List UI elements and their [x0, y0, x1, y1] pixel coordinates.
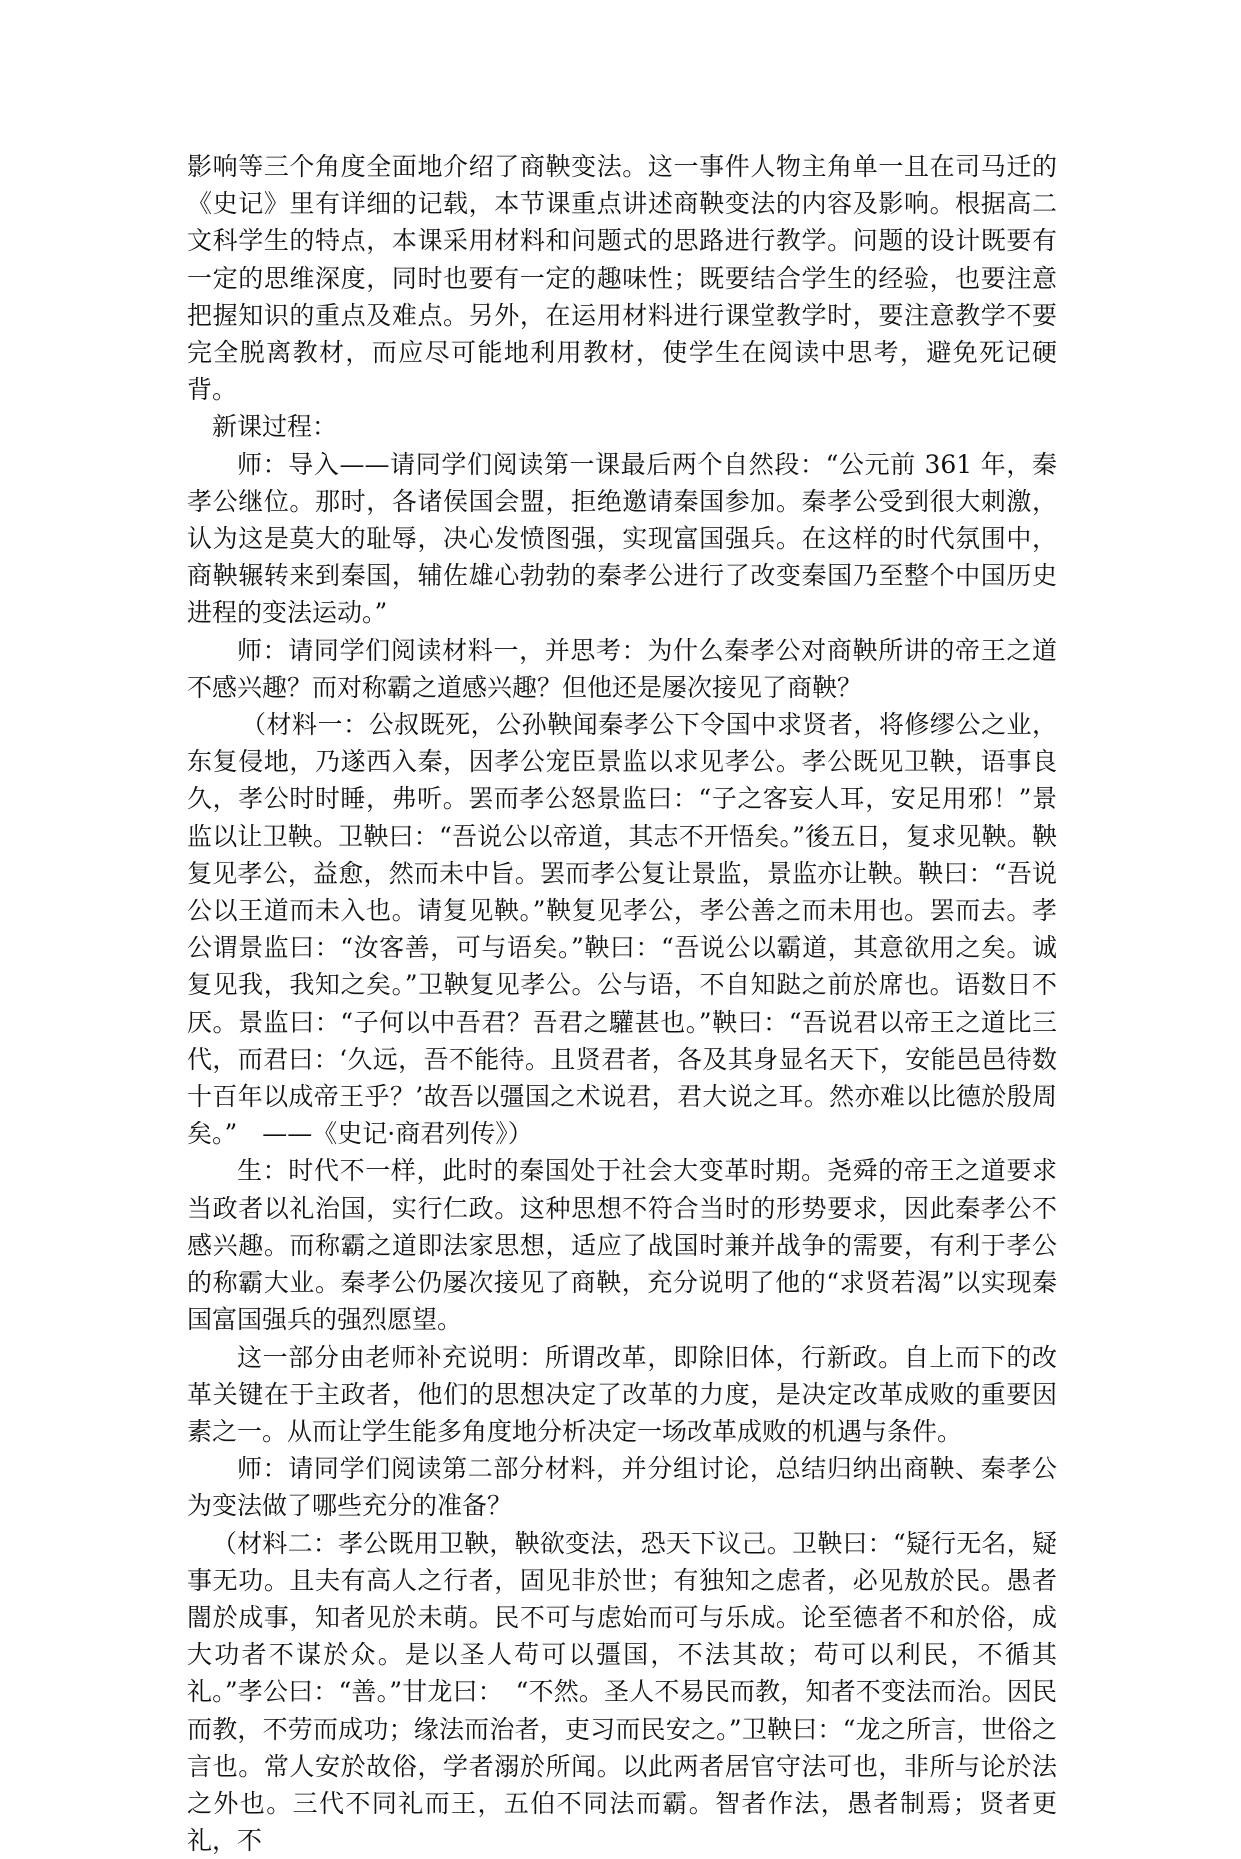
- teacher-supplement-paragraph: 这一部分由老师补充说明：所谓改革，即除旧体，行新政。自上而下的改革关键在于主政者，他们的思想决定了改革的力度，是决定改革成败的重要因素之一。从而让学生能多角度地分析决定一场改革成败的机遇与条件。: [187, 1342, 1057, 1446]
- teacher-question-2: 师：请同学们阅读第二部分材料，并分组讨论，总结归纳出商鞅、秦孝公为变法做了哪些充分的准备？: [187, 1454, 1057, 1521]
- material-1-quote: （材料一：公叔既死，公孙鞅闻秦孝公下令国中求贤者，将修缪公之业，东复侵地，乃遂西入秦，因孝公宠臣景监以求见孝公。孝公既见卫鞅，语事良久，孝公时时睡，弗听。罢而孝公怒景监曰：“子之客妄人耳，安足用邪！”景监以让卫鞅。卫鞅曰：“吾说公以帝道，其志不开悟矣。”後五日，复求见鞅。鞅复见孝公，益愈，然而未中旨。罢而孝公复让景监，景监亦让鞅。鞅曰：“吾说公以王道而未入也。请复见鞅。”鞅复见孝公，孝公善之而未用也。罢而去。孝公谓景监曰：“汝客善，可与语矣。”鞅曰：“吾说公以霸道，其意欲用之矣。诚复见我，我知之矣。”卫鞅复见孝公。公与语，不自知跶之前於席也。语数日不厌。景监曰：“子何以中吾君？吾君之驩甚也。”鞅曰：“吾说君以帝王之道比三代，而君曰：‘久远，吾不能待。且贤君者，各及其身显名天下，安能邑邑待数十百年以成帝王乎？’故吾以彊国之术说君，君大说之耳。然亦难以比德於殷周矣。” ——《史记·商君列传》）: [187, 710, 1057, 1149]
- intro-paragraph: 影响等三个角度全面地介绍了商鞅变法。这一事件人物主角单一且在司马迁的《史记》里有详细的记载，本节课重点讲述商鞅变法的内容及影响。根据高二文科学生的特点，本课采用材料和问题式的思路进行教学。问题的设计既要有一定的思维深度，同时也要有一定的趣味性；既要结合学生的经验，也要注意把握知识的重点及难点。另外，在运用材料进行课堂教学时，要注意教学不要完全脱离教材，而应尽可能地利用教材，使学生在阅读中思考，避免死记硬背。: [187, 152, 1057, 405]
- new-lesson-heading: 新课过程：: [212, 412, 338, 442]
- student-answer-paragraph: 生：时代不一样，此时的秦国处于社会大变革时期。尧舜的帝王之道要求当政者以礼治国，实行仁政。这种思想不符合当时的形势要求，因此秦孝公不感兴趣。而称霸之道即法家思想，适应了战国时兼并战争的需要，有利于孝公的称霸大业。秦孝公仍屡次接见了商鞅，充分说明了他的“求贤若渴”以实现秦国富国强兵的强烈愿望。: [187, 1156, 1057, 1335]
- document-body: [187, 148, 1057, 1859]
- teacher-question-1: 师：请同学们阅读材料一，并思考：为什么秦孝公对商鞅所讲的帝王之道不感兴趣？而对称霸之道感兴趣？但他还是屡次接见了商鞅？: [187, 635, 1057, 702]
- teacher-intro-paragraph: 师：导入——请同学们阅读第一课最后两个自然段：“公元前 361 年，秦孝公继位。那时，各诸侯国会盟，拒绝邀请秦国参加。秦孝公受到很大刺激，认为这是莫大的耻辱，决心发愤图强，实现富国强兵。在这样的时代氛围中，商鞅辗转来到秦国，辅佐雄心勃勃的秦孝公进行了改变秦国乃至整个中国历史进程的变法运动。”: [187, 449, 1057, 628]
- material-2-quote: （材料二：孝公既用卫鞅，鞅欲变法，恐天下议己。卫鞅曰：“疑行无名，疑事无功。且夫有高人之行者，固见非於世；有独知之虑者，必见敖於民。愚者闇於成事，知者见於未萌。民不可与虑始而可与乐成。论至德者不和於俗，成大功者不谋於众。是以圣人苟可以彊国，不法其故；苟可以利民，不循其礼。”孝公曰：“善。”甘龙曰： “不然。圣人不易民而教，知者不变法而治。因民而教，不劳而成功；缘法而治者，吏习而民安之。”卫鞅曰：“龙之所言，世俗之言也。常人安於故俗，学者溺於所闻。以此两者居官守法可也，非所与论於法之外也。三代不同礼而王，五伯不同法而霸。智者作法，愚者制焉；贤者更礼，不: [187, 1528, 1057, 1856]
